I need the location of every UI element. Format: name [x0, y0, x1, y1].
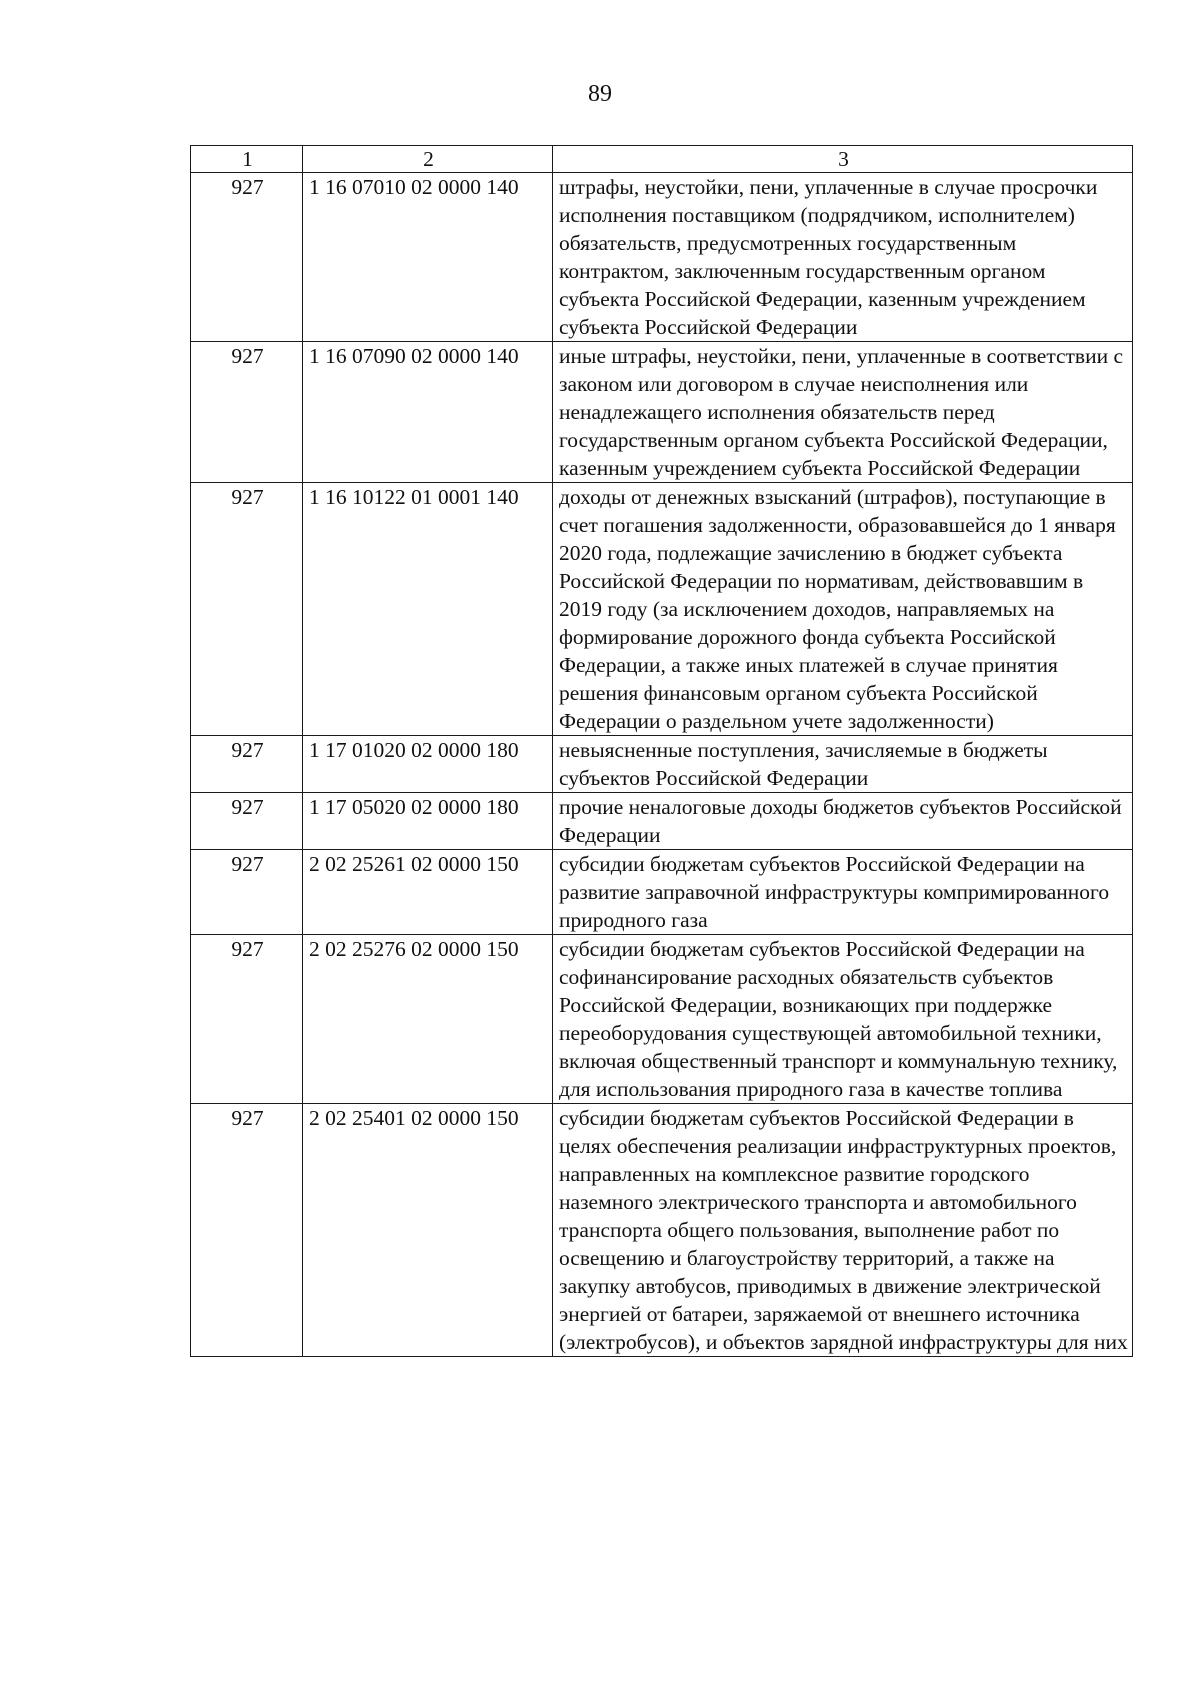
description-cell: штрафы, неустойки, пени, уплаченные в случае просрочки исполнения поставщиком (подрядчиком, исполнителем) обязательств, предусмотренных государственным контрактом, заключенным государственным органом субъекта Российской Федерации, казенным учреждением субъекта Российской Федерации	[553, 173, 1133, 342]
table-row	[191, 935, 1133, 1104]
admin-code-cell: 927	[191, 736, 303, 793]
kbk-code-cell: 1 17 01020 02 0000 180	[303, 736, 553, 793]
admin-code-cell: 927	[191, 173, 303, 342]
table-row	[191, 342, 1133, 483]
kbk-code-cell: 1 17 05020 02 0000 180	[303, 793, 553, 850]
admin-code-cell: 927	[191, 483, 303, 736]
table-header-row	[191, 146, 1133, 173]
kbk-code-cell: 1 16 07090 02 0000 140	[303, 342, 553, 483]
header-col-3: 3	[553, 146, 1133, 173]
table-row	[191, 173, 1133, 342]
table-row	[191, 1104, 1133, 1357]
description-cell: невыясненные поступления, зачисляемые в бюджеты субъектов Российской Федерации	[553, 736, 1133, 793]
kbk-code-cell: 2 02 25276 02 0000 150	[303, 935, 553, 1104]
header-col-1: 1	[191, 146, 303, 173]
admin-code-cell: 927	[191, 935, 303, 1104]
header-col-2: 2	[303, 146, 553, 173]
admin-code-cell: 927	[191, 342, 303, 483]
admin-code-cell: 927	[191, 793, 303, 850]
description-cell: субсидии бюджетам субъектов Российской Федерации в целях обеспечения реализации инфраструктурных проектов, направленных на комплексное развитие городского наземного электрического транспорта и автомобильного транспорта общего пользования, выполнение работ по освещению и благоустройству территорий, а также на закупку автобусов, приводимых в движение электрической энергией от батареи, заряжаемой от внешнего источника (электробусов), и объектов зарядной инфраструктуры для них	[553, 1104, 1133, 1357]
table-row	[191, 736, 1133, 793]
admin-code-cell: 927	[191, 850, 303, 935]
table-row	[191, 850, 1133, 935]
table-row	[191, 483, 1133, 736]
description-cell: иные штрафы, неустойки, пени, уплаченные в соответствии с законом или договором в случае неисполнения или ненадлежащего исполнения обязательств перед государственным органом субъекта Российской Федерации, казенным учреждением субъекта Российской Федерации	[553, 342, 1133, 483]
description-cell: доходы от денежных взысканий (штрафов), поступающие в счет погашения задолженности, образовавшейся до 1 января 2020 года, подлежащие зачислению в бюджет субъекта Российской Федерации по нормативам, действовавшим в 2019 году (за исключением доходов, направляемых на формирование дорожного фонда субъекта Российской Федерации, а также иных платежей в случае принятия решения финансовым органом субъекта Российской Федерации о раздельном учете задолженности)	[553, 483, 1133, 736]
kbk-code-cell: 1 16 10122 01 0001 140	[303, 483, 553, 736]
revenue-classification-table	[190, 145, 1133, 1357]
admin-code-cell: 927	[191, 1104, 303, 1357]
description-cell: субсидии бюджетам субъектов Российской Федерации на софинансирование расходных обязательств субъектов Российской Федерации, возникающих при поддержке переоборудования существующей автомобильной техники, включая общественный транспорт и коммунальную технику, для использования природного газа в качестве топлива	[553, 935, 1133, 1104]
kbk-code-cell: 2 02 25401 02 0000 150	[303, 1104, 553, 1357]
kbk-code-cell: 2 02 25261 02 0000 150	[303, 850, 553, 935]
description-cell: прочие неналоговые доходы бюджетов субъектов Российской Федерации	[553, 793, 1133, 850]
table-row	[191, 793, 1133, 850]
page-number: 89	[588, 81, 612, 107]
kbk-code-cell: 1 16 07010 02 0000 140	[303, 173, 553, 342]
description-cell: субсидии бюджетам субъектов Российской Федерации на развитие заправочной инфраструктуры компримированного природного газа	[553, 850, 1133, 935]
